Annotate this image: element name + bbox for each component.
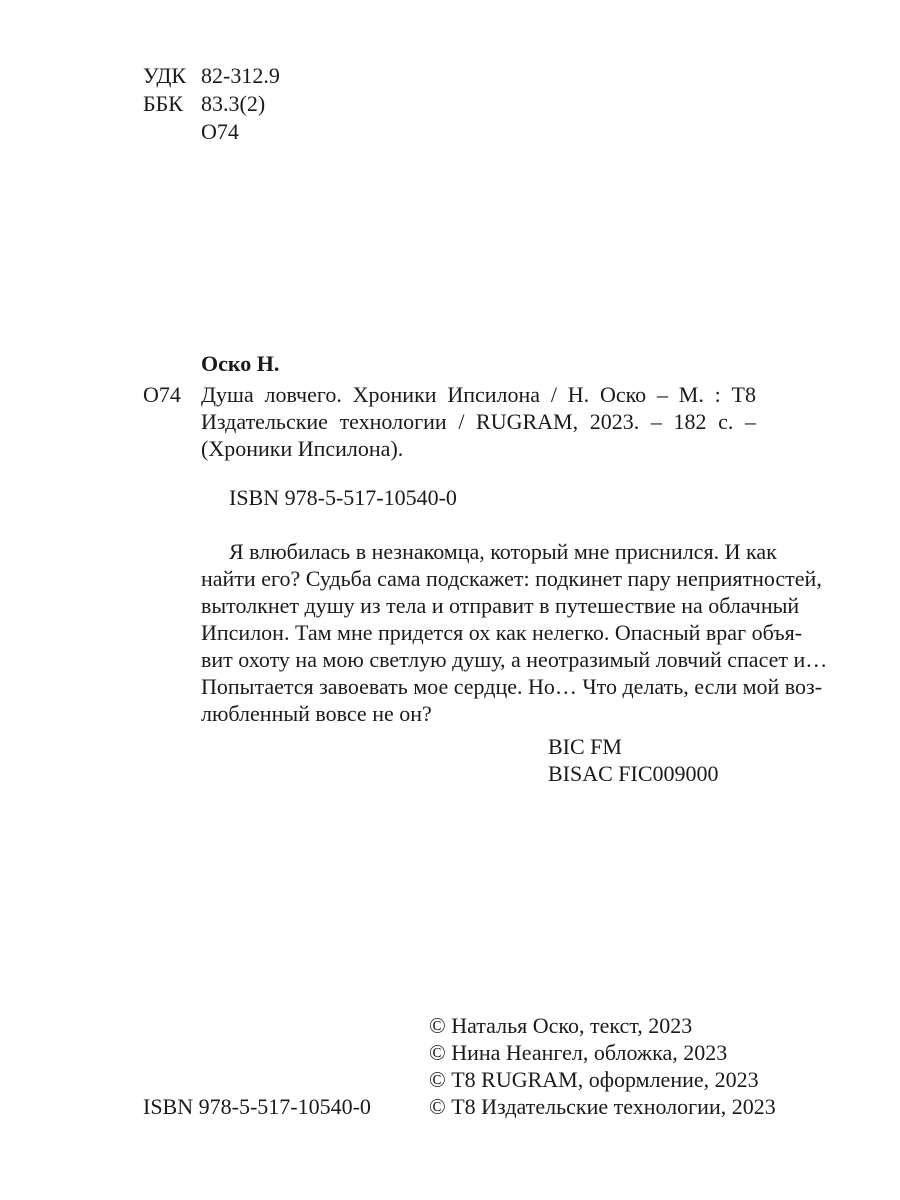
annotation-line: Попытается завоевать мое сердце. Но… Что делать, если мой воз- [201,674,823,699]
annotation-line: Ипсилон. Там мне придется ох как нелегко. Опасный враг объя- [201,620,803,645]
annotation [201,538,828,727]
bbk-value: 83.3(2) [201,91,266,116]
isbn-footer: ISBN 978-5-517-10540-0 [143,1094,371,1119]
isbn: ISBN 978-5-517-10540-0 [229,485,457,510]
annotation-line: любленный вовсе не он? [201,701,432,726]
copyright-line: © Нина Неангел, обложка, 2023 [429,1040,728,1065]
subject-codes [548,733,719,787]
description-line: Душа ловчего. Хроники Ипсилона / Н. Оско – М. : Т8 [201,382,756,407]
udk-label: УДК [143,63,187,88]
annotation-line: Я влюбилась в незнакомца, который мне приснился. И как [229,539,777,564]
bisac-code: BISAC FIC009000 [548,761,719,786]
udk-value: 82-312.9 [201,63,280,88]
copyright-line: © Т8 RUGRAM, оформление, 2023 [429,1067,759,1092]
bic-code: BIC FM [548,734,622,759]
copyright-line: © Т8 Издательские технологии, 2023 [429,1094,776,1119]
bibliographic-description [201,381,756,462]
author-mark-top: О74 [201,119,239,144]
author-name: Оско Н. [201,351,280,376]
bbk-label: ББК [143,91,183,116]
annotation-line: найти его? Судьба сама подскажет: подкинет пару неприятностей, [201,566,822,591]
copyright-line: © Наталья Оско, текст, 2023 [429,1013,693,1038]
annotation-line: вытолкнет душу из тела и отправит в путешествие на облачный [201,593,800,618]
description-line: Издательские технологии / RUGRAM, 2023. – 182 с. – [201,409,756,434]
copyright-block [429,1012,776,1120]
author-mark: О74 [143,382,181,407]
annotation-line: вит охоту на мою светлую душу, а неотразимый ловчий спасет и… [201,647,828,672]
description-line: (Хроники Ипсилона). [201,436,404,461]
